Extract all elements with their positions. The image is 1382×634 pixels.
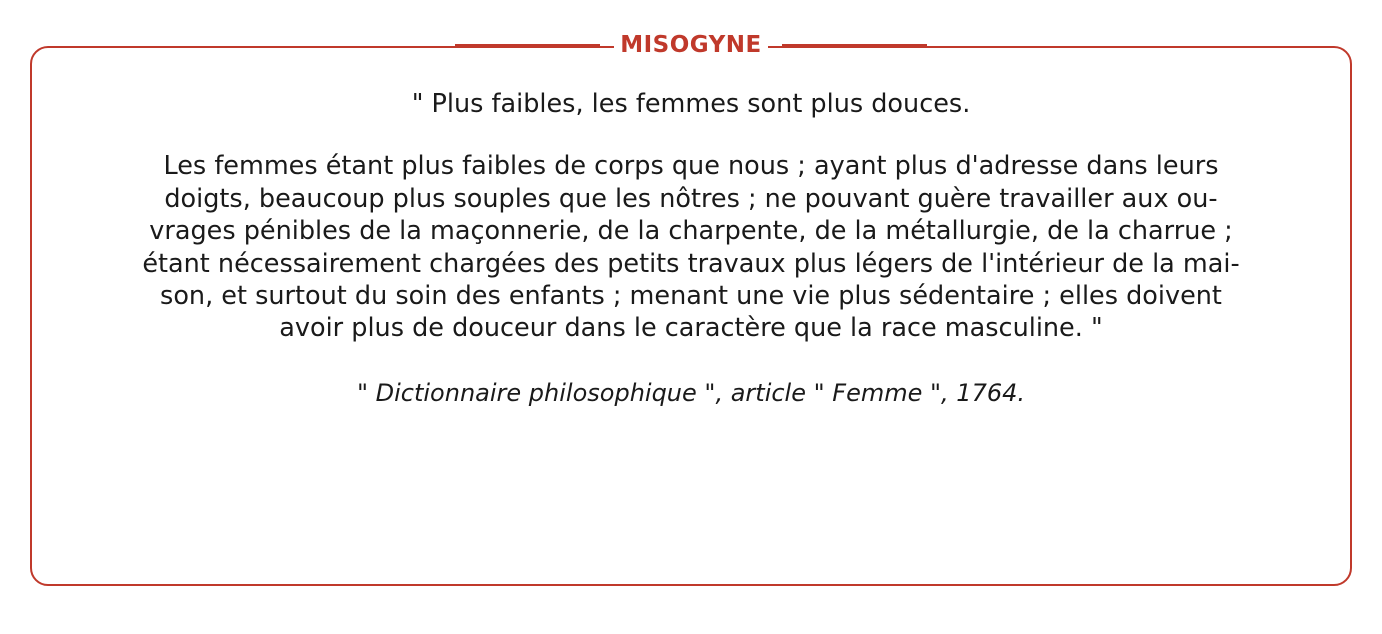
quote-body-line: Les femmes étant plus faibles de corps que nous ; ayant plus d'adresse dans leurs bbox=[163, 151, 1219, 182]
quote-body-line: doigts, beaucoup plus souples que les nôtres ; ne pouvant guère travailler aux ou- bbox=[164, 183, 1218, 214]
quote-body-line: avoir plus de douceur dans le caractère que la race masculine. " bbox=[279, 313, 1103, 344]
quote-body-line: son, et surtout du soin des enfants ; menant une vie plus sédentaire ; elles doivent bbox=[160, 280, 1222, 311]
quote-card bbox=[30, 32, 1352, 586]
quote-body bbox=[92, 88, 1290, 431]
legend-rule-left bbox=[455, 44, 600, 46]
quote-source: " Dictionnaire philosophique ", article " Femme ", 1764. bbox=[356, 378, 1026, 407]
legend-rule-right bbox=[782, 44, 927, 46]
quote-body-line: vrages pénibles de la maçonnerie, de la charpente, de la métallurgie, de la charrue ; bbox=[149, 216, 1233, 247]
quote-lead-line: " Plus faibles, les femmes sont plus douces. bbox=[411, 89, 971, 119]
quote-main-text bbox=[101, 150, 1281, 344]
card-title: MISOGYNE bbox=[614, 32, 768, 58]
card-legend bbox=[32, 32, 1350, 58]
quote-body-line: étant nécessairement chargées des petits travaux plus légers de l'intérieur de la mai- bbox=[142, 248, 1240, 279]
